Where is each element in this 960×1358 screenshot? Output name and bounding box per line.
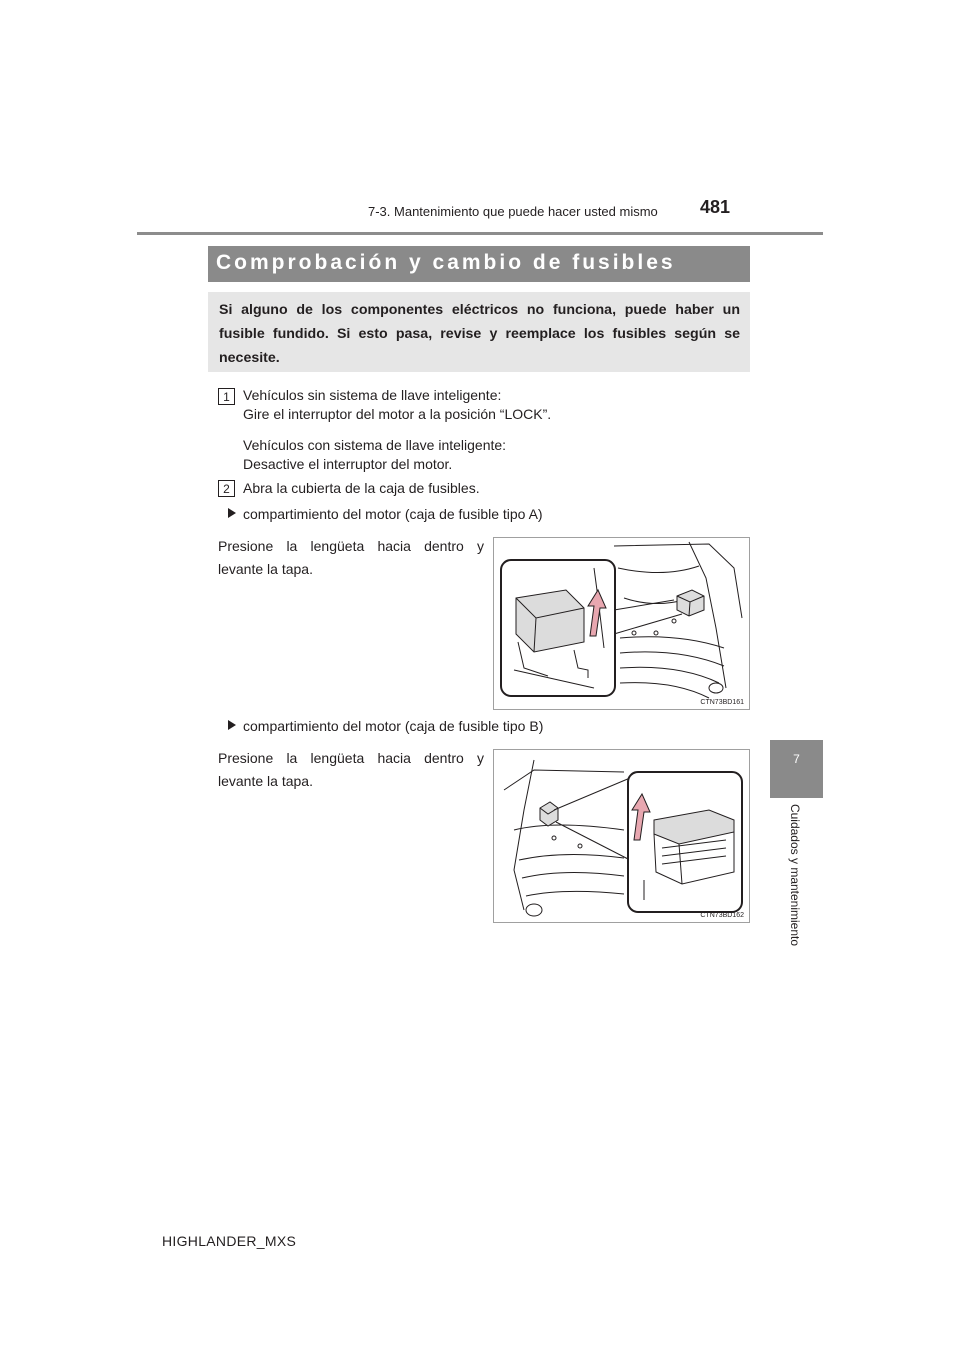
section-b-text: Presione la lengüeta hacia dentro y levante la tapa. <box>218 750 484 789</box>
chapter-tab-number: 7 <box>793 752 800 766</box>
triangle-bullet-icon <box>227 506 237 524</box>
header-section-title: 7-3. Mantenimiento que puede hacer usted mismo <box>368 204 658 219</box>
header-rule <box>137 232 823 235</box>
step-1-line-4: Desactive el interruptor del motor. <box>243 456 453 472</box>
chapter-tab-label: Cuidados y mantenimiento <box>788 803 802 947</box>
section-a-heading: compartimiento del motor (caja de fusible tipo A) <box>243 506 543 522</box>
footer-model-code: HIGHLANDER_MXS <box>162 1233 297 1249</box>
step-1-line-1: Vehículos sin sistema de llave inteligente: <box>243 387 502 403</box>
step-1-line-3: Vehículos con sistema de llave inteligente: <box>243 437 507 453</box>
figure-a-code: CTN73BD161 <box>700 699 744 706</box>
page-title: Comprobación y cambio de fusibles <box>216 251 676 274</box>
figure-b-illustration <box>494 750 749 922</box>
page-number: 481 <box>700 197 731 217</box>
section-b-heading: compartimiento del motor (caja de fusible tipo B) <box>243 718 544 734</box>
step-2-line-1: Abra la cubierta de la caja de fusibles. <box>243 480 480 496</box>
step-number-1: 1 <box>218 388 235 405</box>
section-a-text: Presione la lengüeta hacia dentro y levante la tapa. <box>218 538 484 577</box>
step-number-2: 2 <box>218 480 235 497</box>
figure-fuse-box-a <box>493 537 750 710</box>
step-1-line-2: Gire el interruptor del motor a la posición “LOCK”. <box>243 406 552 422</box>
figure-fuse-box-b <box>493 749 750 923</box>
intro-text: Si alguno de los componentes eléctricos no funciona, puede haber un fusible fundido. Si esto pasa, revise y reemplace los fusibles según se necesite. <box>219 302 740 366</box>
figure-b-code: CTN73BD162 <box>700 912 744 919</box>
figure-a-illustration <box>494 538 749 709</box>
triangle-bullet-icon <box>227 718 237 736</box>
